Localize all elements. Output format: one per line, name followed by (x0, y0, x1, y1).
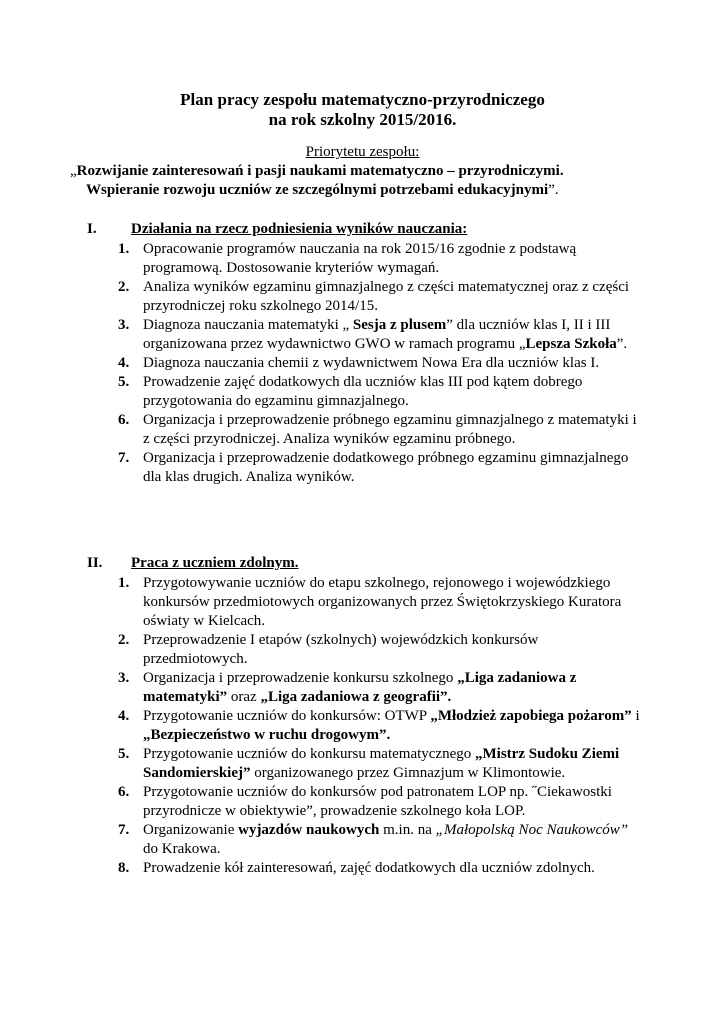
list-item (104, 821, 644, 859)
item-text-part: Przygotowanie uczniów do konkursu matematycznego (143, 746, 475, 762)
priorities-text-2: Wspieranie rozwoju uczniów ze szczególnymi potrzebami edukacyjnymi (86, 182, 549, 198)
item-text-bold: Lepsza Szkoła (525, 336, 617, 352)
priorities-line-1 (70, 162, 670, 181)
list-item (104, 669, 644, 707)
item-text-part: Diagnoza nauczania matematyki „ (143, 317, 353, 333)
item-text-part: Przygotowanie uczniów do konkursów: OTWP (143, 708, 431, 724)
document-title-line-1: Plan pracy zespołu matematyczno-przyrodniczego (180, 90, 545, 109)
list-item (104, 631, 644, 669)
list-item (104, 240, 644, 278)
list-item (104, 316, 644, 354)
item-text-bold: „Liga zadaniowa z geografii”. (260, 689, 452, 705)
item-number: 5. (118, 746, 130, 762)
item-number: 6. (118, 784, 130, 800)
item-number: 4. (118, 708, 130, 724)
priorities-close-quote: ”. (548, 182, 559, 198)
item-number: 3. (118, 317, 130, 333)
item-number: 1. (118, 241, 130, 257)
item-text-part: ”. (616, 336, 628, 352)
item-number: 1. (118, 575, 130, 591)
item-number: 7. (118, 822, 130, 838)
item-text-bold: wyjazdów naukowych (238, 822, 380, 838)
priorities-text-1: Rozwijanie zainteresowań i pasji naukami matematyczno – przyrodniczymi. (76, 163, 564, 179)
item-number: 4. (118, 355, 130, 371)
section-2-title: Praca z uczniem zdolnym. (131, 555, 299, 571)
document-title-line-2: na rok szkolny 2015/2016. (268, 110, 457, 129)
section-2-number: II. (87, 555, 103, 571)
item-text-part: organizowanego przez Gimnazjum w Klimontowie. (250, 765, 566, 781)
item-text-bold: „Liga zadaniowa z matematyki” (143, 670, 577, 705)
priorities-open-quote: „ (70, 163, 77, 179)
item-text: Organizacja i przeprowadzenie próbnego egzaminu gimnazjalnego z matematyki i z części przyrodniczej. Analiza wyników egzaminu próbnego. (143, 412, 637, 447)
item-text-part: Organizowanie (143, 822, 239, 838)
section-1-list (104, 240, 644, 487)
item-number: 7. (118, 450, 130, 466)
item-text-part: Organizacja i przeprowadzenie konkursu szkolnego (143, 670, 458, 686)
item-number: 8. (118, 860, 130, 876)
item-number: 2. (118, 632, 130, 648)
list-item (104, 449, 644, 487)
list-item (104, 373, 644, 411)
item-number: 5. (118, 374, 130, 390)
item-text: Analiza wyników egzaminu gimnazjalnego z części matematycznej oraz z części przyrodniczej roku szkolnego 2014/15. (143, 279, 630, 314)
item-text-bold: „Mistrz Sudoku Ziemi Sandomierskiej” (143, 746, 620, 781)
item-text: Przygotowywanie uczniów do etapu szkolnego, rejonowego i wojewódzkiego konkursów przedmiotowych organizowanych przez Świętokrzyskiego Kuratora oświaty w Kielcach. (143, 575, 622, 629)
list-item (104, 859, 644, 878)
item-text-part: do Krakowa. (143, 841, 221, 857)
item-text-part: m.in. na (379, 822, 436, 838)
item-text-part: i (631, 708, 640, 724)
item-text: Przeprowadzenie I etapów (szkolnych) wojewódzkich konkursów przedmiotowych. (143, 632, 539, 667)
item-text-bold: „Bezpieczeństwo w ruchu drogowym”. (143, 727, 391, 743)
item-number: 3. (118, 670, 130, 686)
list-item (104, 411, 644, 449)
list-item (104, 745, 644, 783)
section-1-number: I. (87, 221, 97, 237)
list-item (104, 574, 644, 631)
list-item (104, 707, 644, 745)
section-2-list (104, 574, 644, 878)
item-text: Prowadzenie kół zainteresowań, zajęć dodatkowych dla uczniów zdolnych. (143, 860, 595, 876)
item-text: Organizacja i przeprowadzenie dodatkowego próbnego egzaminu gimnazjalnego dla klas drugich. Analiza wyników. (143, 450, 629, 485)
priorities-label: Priorytetu zespołu: (305, 144, 420, 160)
item-text-part: ” dla uczniów klas I, II i III organizowana przez wydawnictwo GWO w ramach programu „ (143, 317, 611, 352)
item-text: Prowadzenie zajęć dodatkowych dla uczniów klas III pod kątem dobrego przygotowania do egzaminu gimnazjalnego. (143, 374, 583, 409)
list-item (104, 278, 644, 316)
item-number: 6. (118, 412, 130, 428)
item-text: Opracowanie programów nauczania na rok 2015/16 zgodnie z podstawą programową. Dostosowanie kryteriów wymagań. (143, 241, 577, 276)
item-text-part: oraz (227, 689, 261, 705)
item-number: 2. (118, 279, 130, 295)
item-text-italic: „Małopolską Noc Naukowców” (435, 822, 629, 838)
item-text: Diagnoza nauczania chemii z wydawnictwem Nowa Era dla uczniów klas I. (143, 355, 600, 371)
item-text-bold: Sesja z plusem (352, 317, 447, 333)
priorities-line-2 (86, 181, 686, 200)
list-item (104, 354, 644, 373)
section-1-title: Działania na rzecz podniesienia wyników nauczania: (131, 221, 468, 237)
item-text: Przygotowanie uczniów do konkursów pod patronatem LOP np. ˝Ciekawostki przyrodnicze w obiektywie”, prowadzenie szkolnego koła LOP. (143, 784, 612, 819)
list-item (104, 783, 644, 821)
item-text-bold: „Młodzież zapobiega pożarom” (430, 708, 632, 724)
